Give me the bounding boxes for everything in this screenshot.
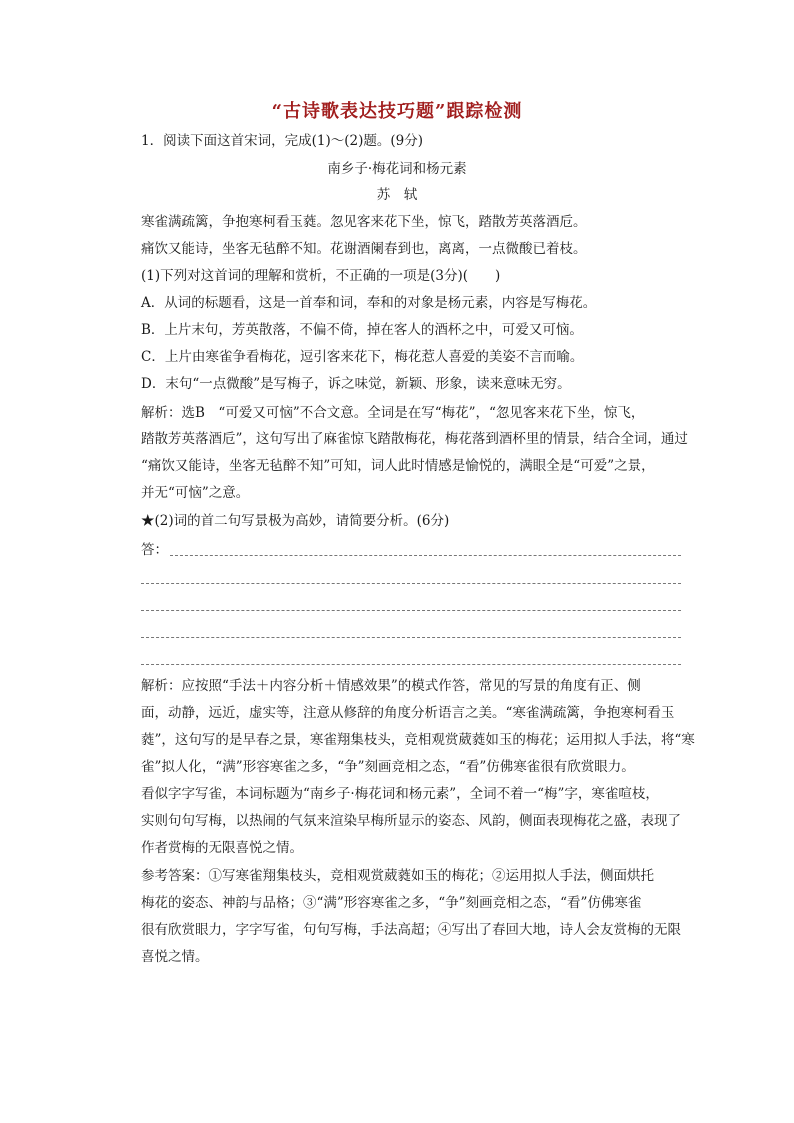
answer-line-4: [141, 637, 681, 638]
analysis-2-line-6: 实则句句写梅，以热闹的气氛来渲染早梅所显示的姿态、风韵，侧面表现梅花之盛，表现了: [141, 813, 681, 829]
option-d: D．末句“一点微酸”是写梅子，诉之味觉，新颖、形象，读来意味无穷。: [141, 376, 571, 392]
analysis-1-line-4: 并无“可恼”之意。: [141, 485, 250, 501]
answer-line-5: [141, 664, 681, 665]
answer-line-2: [141, 583, 681, 584]
option-a: A．从词的标题看，这是一首奉和词，奉和的对象是杨元素，内容是写梅花。: [141, 295, 597, 311]
reference-answer-line-1: 参考答案：①写寒雀翔集枝头，竞相观赏葳蕤如玉的梅花；②运用拟人手法，侧面烘托: [141, 868, 654, 884]
page-title: “古诗歌表达技巧题”跟踪检测: [271, 101, 523, 122]
answer-line-3: [141, 610, 681, 611]
analysis-2-line-1: 解析：应按照“手法＋内容分析＋情感效果”的模式作答，常见的写景的角度有正、侧: [141, 678, 641, 694]
poem-author: 苏 轼: [376, 187, 418, 203]
sub-question-1: (1)下列对这首词的理解和赏析，不正确的一项是(3分)( ): [141, 268, 501, 284]
analysis-2-line-5: 看似字字写雀，本词标题为“南乡子·梅花词和杨元素”，全词不着一“梅”字，寒雀喧枝，: [141, 786, 659, 802]
analysis-2-line-4: 雀”拟人化，“满”形容寒雀之多，“争”刻画竞相之态，“看”仿佛寒雀很有欣赏眼力。: [141, 759, 635, 775]
analysis-1-line-1: 解析：选B “可爱又可恼”不合文意。全词是在写“梅花”，“忽见客来花下坐，惊飞，: [141, 405, 645, 421]
answer-line-1: [170, 555, 681, 556]
reference-answer-line-3: 很有欣赏眼力，字字写雀，句句写梅，手法高超；④写出了春回大地，诗人会友赏梅的无限: [141, 922, 681, 938]
poem-title: 南乡子·梅花词和杨元素: [327, 161, 467, 177]
reference-answer-line-4: 喜悦之情。: [141, 949, 209, 965]
question-1-intro: 1．阅读下面这首宋词，完成(1)～(2)题。(9分): [141, 133, 423, 149]
analysis-2-line-3: 蕤”，这句写的是早春之景，寒雀翔集枝头，竞相观赏葳蕤如玉的梅花；运用拟人手法，将“寒: [141, 732, 695, 748]
answer-label: 答：: [141, 542, 168, 558]
reference-answer-line-2: 梅花的姿态、神韵与品格；③“满”形容寒雀之多，“争”刻画竞相之态，“看”仿佛寒雀: [141, 895, 642, 911]
option-c: C．上片由寒雀争看梅花，逗引客来花下，梅花惹人喜爱的美姿不言而喻。: [141, 349, 584, 365]
analysis-1-line-2: 踏散芳英落酒卮”，这句写出了麻雀惊飞踏散梅花，梅花落到酒杯里的情景，结合全词，通过: [141, 431, 688, 447]
sub-question-2: ★(2)词的首二句写景极为高妙，请简要分析。(6分): [141, 513, 450, 529]
analysis-2-line-7: 作者赏梅的无限喜悦之情。: [141, 840, 303, 856]
analysis-2-line-2: 面，动静，远近，虚实等，注意从修辞的角度分析语言之美。“寒雀满疏篱，争抱寒柯看玉: [141, 705, 675, 721]
option-b: B．上片末句，芳英散落，不偏不倚，掉在客人的酒杯之中，可爱又可恼。: [141, 322, 583, 338]
analysis-1-line-3: “痛饮又能诗，坐客无毡醉不知”可知，词人此时情感是愉悦的，满眼全是“可爱”之景，: [141, 458, 655, 474]
poem-line-1: 寒雀满疏篱，争抱寒柯看玉蕤。忽见客来花下坐，惊飞，踏散芳英落酒卮。: [141, 214, 587, 230]
poem-line-2: 痛饮又能诗，坐客无毡醉不知。花谢酒阑春到也，离离，一点微酸已着枝。: [141, 241, 587, 257]
